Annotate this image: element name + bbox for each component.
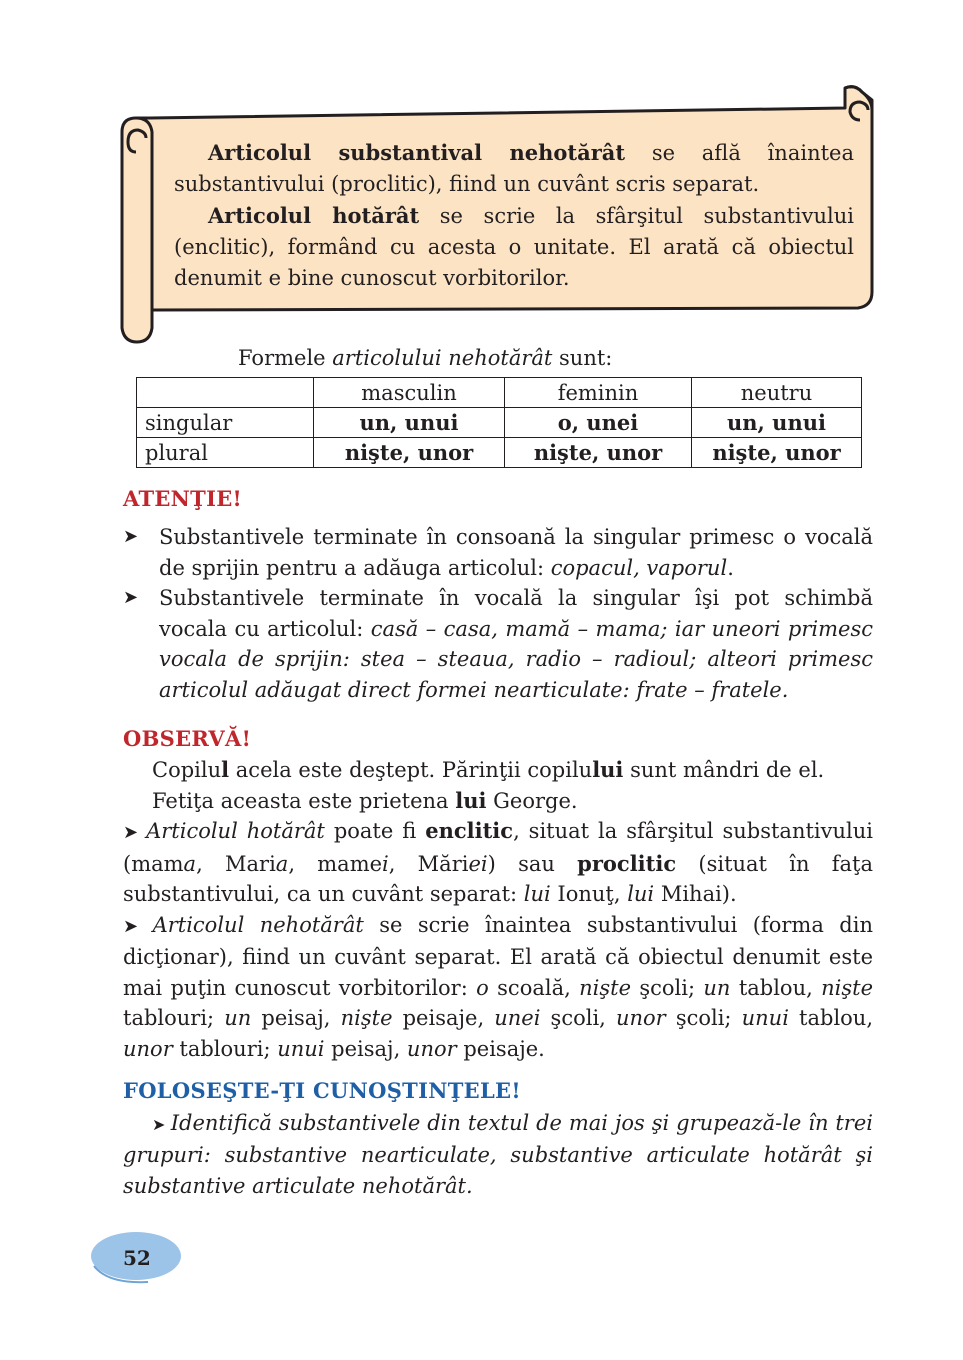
- term-indefinite-article: Articolul substantival nehotărât: [208, 140, 626, 165]
- note-text: poate fi: [324, 819, 426, 843]
- note-italic: unui: [277, 1036, 325, 1061]
- note-text: , Mări: [388, 851, 469, 876]
- note-bold: enclitic: [425, 818, 514, 843]
- arrow-bullet-icon: ➤: [123, 822, 147, 843]
- row-label-singular: singular: [137, 408, 314, 438]
- table-header-row: [137, 378, 862, 408]
- note-italic: unor: [123, 1036, 173, 1061]
- table-cell: un, unui: [692, 408, 862, 438]
- list-item: [123, 522, 873, 583]
- note-text: peisaj,: [324, 1036, 407, 1061]
- note-italic: un: [703, 975, 731, 1000]
- arrow-bullet-icon: ➤: [123, 587, 139, 608]
- note-italic: a: [275, 851, 289, 876]
- bullet-1-text: Substantivele terminate în consoană la singular primesc o vocală de sprijin pentru a adăuga articolul:: [159, 525, 873, 580]
- note-italic: unor: [615, 1006, 666, 1030]
- ex-bold: lui: [455, 787, 487, 813]
- table-cell: nişte, unor: [505, 438, 692, 468]
- note-text: (situat în faţa substantivului, ca un cuvânt separat:: [123, 851, 873, 906]
- bullet-text: [159, 522, 873, 583]
- atentie-list: [123, 522, 873, 705]
- ex-text: acela este deştept. Părinţii copilu: [229, 758, 593, 782]
- note-text: , situat la sfârşitul substantivului (mam: [123, 819, 873, 876]
- note-italic: nişte: [579, 975, 632, 1000]
- table-cell: nişte, unor: [314, 438, 505, 468]
- note-term: Articolul hotărât: [146, 819, 325, 843]
- note-italic: unor: [406, 1036, 457, 1061]
- scroll-p2-text: se scrie la sfârşitul substantivului (enclitic), formând cu acesta o unitate. El arată că obiectul denumit e bine cunoscut vorbitorilor.: [174, 204, 854, 290]
- note-text: tablou,: [730, 975, 822, 1000]
- note-text: , Mari: [196, 851, 276, 876]
- bullet-2-examples: casă – casa, mamă – mama; iar uneori primesc vocala de sprijin: stea – steaua, radio – radioul; alteori primesc articolul adăugat direct formei nearticulate: frate – fratele.: [159, 616, 873, 702]
- scroll-paragraph-1: [174, 137, 854, 200]
- table-cell: nişte, unor: [692, 438, 862, 468]
- note-text: Mihai).: [654, 882, 737, 906]
- table-row: [137, 438, 862, 468]
- table-intro: [238, 343, 612, 373]
- note-text: scoală,: [488, 975, 580, 1000]
- intro-italic: articolului nehotărât: [332, 346, 553, 370]
- intro-text: Formele: [238, 346, 333, 370]
- bullet-text: [159, 583, 873, 705]
- note-text: peisaj,: [251, 1006, 341, 1030]
- exercise-task: [123, 1108, 873, 1202]
- page-number: 52: [123, 1246, 151, 1270]
- note-text: tablou,: [788, 1006, 873, 1030]
- list-item: [123, 583, 873, 705]
- bullet-1-examples: copacul, vaporul: [550, 555, 728, 580]
- bullet-1-end: .: [727, 555, 734, 580]
- note-text: peisaje.: [456, 1036, 545, 1061]
- term-definite-article: Articolul hotărât: [208, 203, 420, 228]
- note-italic: un: [224, 1006, 252, 1030]
- note-italic: unui: [741, 1006, 789, 1030]
- ex-bold: lui: [592, 757, 624, 782]
- example-sentence-1: [123, 755, 873, 786]
- arrow-bullet-icon: ➤: [152, 1115, 171, 1134]
- ex-bold: l: [221, 757, 230, 782]
- observa-section: [123, 755, 873, 1064]
- note-text: , mame: [288, 851, 383, 876]
- table-row: [137, 408, 862, 438]
- ex-text: Fetiţa aceasta este prietena: [152, 788, 456, 813]
- note-text: ) sau: [487, 851, 578, 876]
- foloseste-heading: FOLOSEŞTE-ŢI CUNOŞTINŢELE!: [123, 1078, 521, 1103]
- scroll-p1-text: se află înaintea substantivului (proclitic), fiind un cuvânt scris separat.: [174, 141, 854, 196]
- note-text: Ionuţ,: [550, 882, 628, 906]
- note-text: şcoli;: [631, 975, 704, 1000]
- note-italic: unei: [494, 1006, 541, 1030]
- note-bold: proclitic: [577, 850, 677, 876]
- table-header-neutru: neutru: [692, 378, 862, 408]
- table-header-empty: [137, 378, 314, 408]
- intro-end: sunt:: [552, 346, 613, 370]
- table-cell: un, unui: [314, 408, 505, 438]
- row-label-plural: plural: [137, 438, 314, 468]
- scroll-paragraph-2: [174, 200, 854, 294]
- ex-text: sunt mândri de el.: [623, 758, 825, 782]
- note-text: se scrie înaintea substantivului (forma din dicţionar), fiind un cuvânt separat. El arată că obiectul denumit este mai puţin cunoscut vorbitorilor:: [123, 912, 873, 1000]
- note-italic: a: [183, 851, 197, 876]
- table-header-masculin: masculin: [314, 378, 505, 408]
- definite-article-note: [123, 816, 873, 910]
- task-text: Identifică substantivele din textul de mai jos şi grupează-le în trei grupuri: substantive nearticulate, substantive articulate hotărât şi substantive articulate nehotărât.: [123, 1111, 873, 1198]
- note-italic: i: [382, 851, 389, 876]
- note-text: peisaje,: [392, 1006, 495, 1030]
- arrow-bullet-icon: ➤: [123, 526, 139, 547]
- note-text: şcoli,: [540, 1006, 616, 1030]
- example-sentence-2: [123, 786, 873, 817]
- note-italic: nişte: [821, 975, 874, 1000]
- note-italic: lui: [523, 882, 551, 906]
- note-italic: o: [476, 975, 489, 1000]
- ex-text: Copilu: [152, 758, 222, 782]
- note-italic: lui: [627, 882, 655, 906]
- ex-text: George.: [486, 788, 578, 813]
- table-header-feminin: feminin: [505, 378, 692, 408]
- scroll-text: [174, 137, 854, 294]
- atentie-heading: ATENŢIE!: [123, 486, 243, 511]
- note-text: tablouri;: [123, 1006, 225, 1030]
- bullet-2-text: Substantivele terminate în vocală la singular îşi pot schimbă vocala cu articolul:: [159, 586, 873, 641]
- arrow-bullet-icon: ➤: [123, 915, 153, 937]
- table-cell: o, unei: [505, 408, 692, 438]
- indefinite-article-note: [123, 910, 873, 1065]
- note-text: şcoli;: [665, 1006, 742, 1030]
- indefinite-article-table: [136, 377, 862, 468]
- observa-heading: OBSERVĂ!: [123, 726, 252, 751]
- note-italic: ei: [468, 851, 488, 876]
- note-italic: nişte: [340, 1006, 393, 1030]
- note-text: tablouri;: [172, 1036, 278, 1061]
- note-term: Articolul nehotărât: [152, 912, 364, 937]
